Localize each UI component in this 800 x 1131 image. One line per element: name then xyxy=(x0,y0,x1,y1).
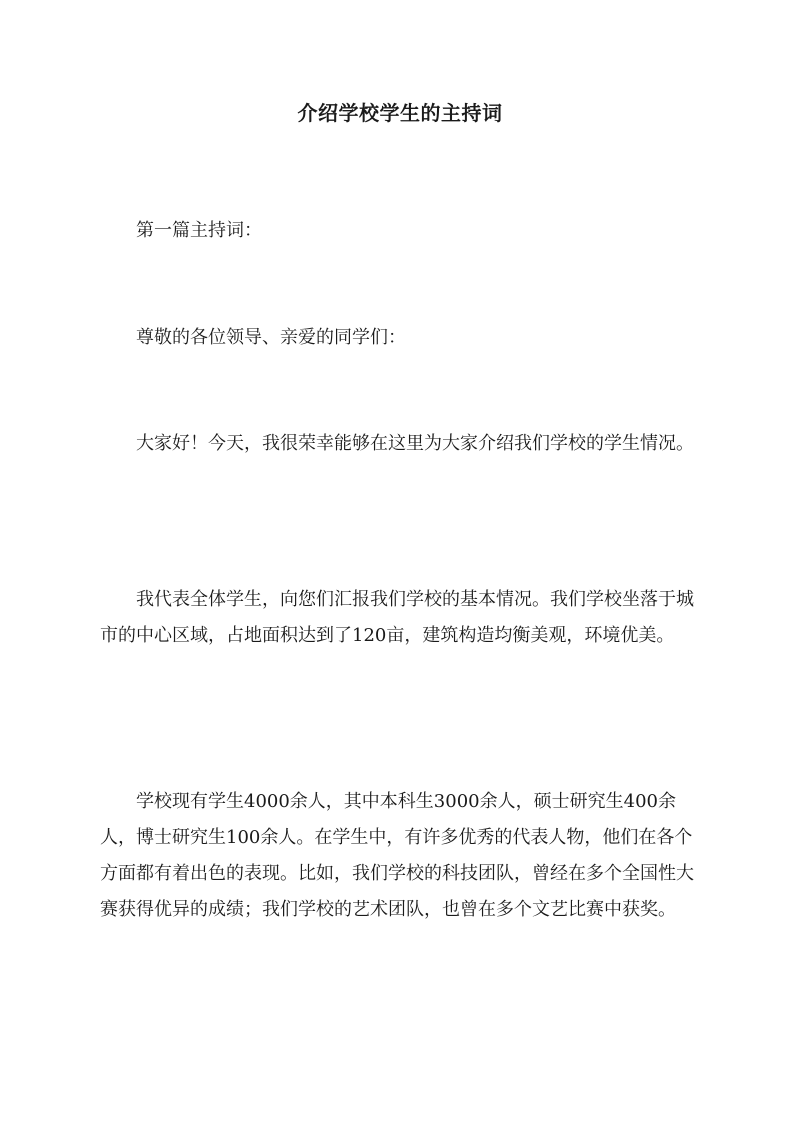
paragraph-salutation: 尊敬的各位领导、亲爱的同学们： xyxy=(136,327,406,348)
paragraph-school-overview: 我代表全体学生，向您们汇报我们学校的基本情况。我们学校坐落于城市的中心区域，占地面积达到了120亩，建筑构造均衡美观，环境优美。 xyxy=(100,589,694,646)
paragraph-greeting: 大家好！今天，我很荣幸能够在这里为大家介绍我们学校的学生情况。 xyxy=(136,433,694,454)
paragraph-student-body: 学校现有学生4000余人，其中本科生3000余人，硕士研究生400余人，博士研究生100余人。在学生中，有许多优秀的代表人物，他们在各个方面都有着出色的表现。比如，我们学校的科技团队，曾经在多个全国性大赛获得优异的成绩；我们学校的艺术团队，也曾在多个文艺比赛中获奖。 xyxy=(100,791,694,920)
page-title: 介绍学校学生的主持词 xyxy=(297,101,503,125)
paragraph-heading-first-article: 第一篇主持词： xyxy=(136,220,262,241)
